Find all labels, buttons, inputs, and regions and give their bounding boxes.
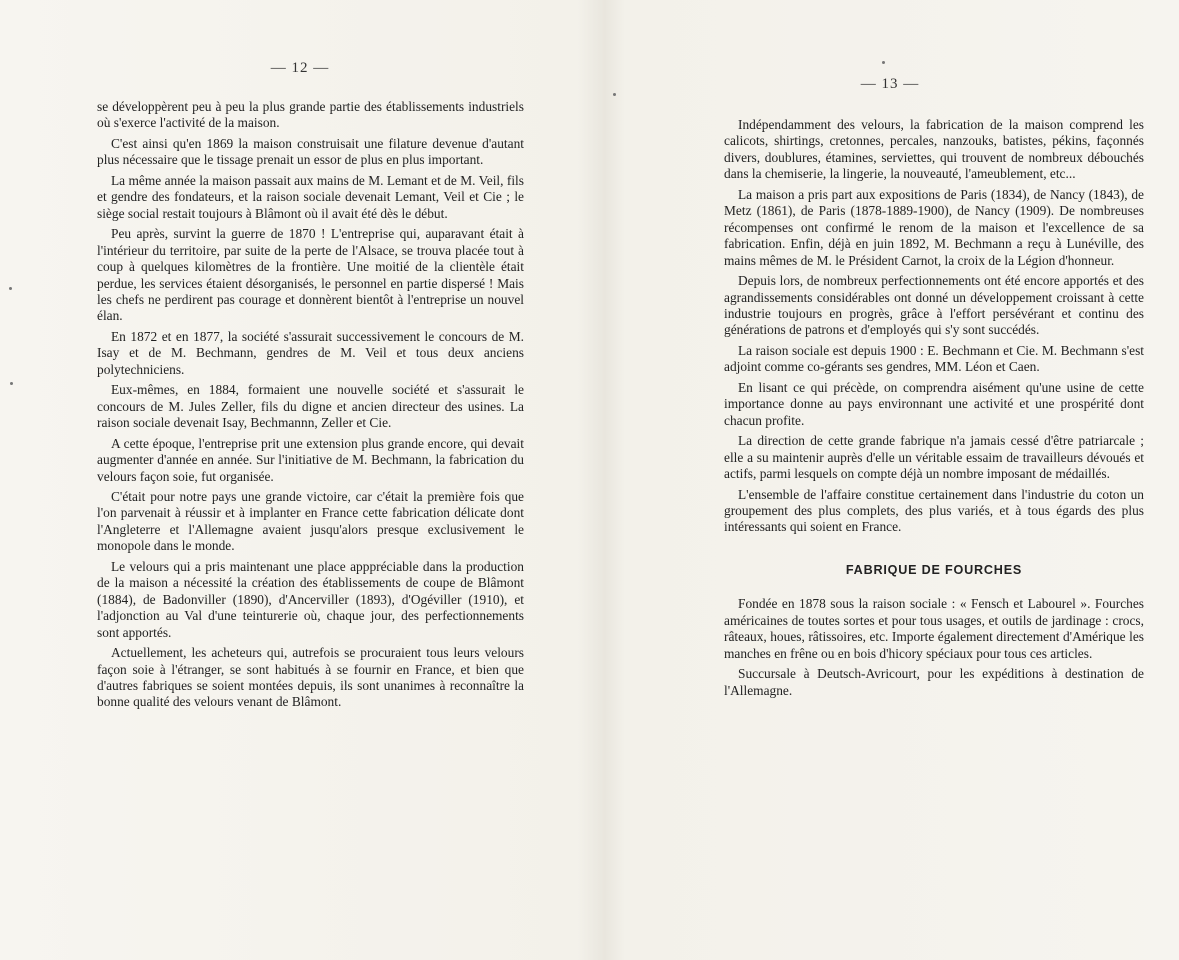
paragraph: La maison a pris part aux expositions de Paris (1834), de Nancy (1843), de Metz (1861), de Paris (1878-1889-1900), de Nancy (1909). De nombreuses récompenses ont confirmé le renom de la maison et l'excellence de sa fabrication. Enfin, déjà en juin 1892, M. Bechmann a reçu à Lunéville, des mains mêmes de M. le Président Carnot, la croix de la Légion d'honneur. — [724, 186, 1144, 268]
scan-speck — [10, 382, 13, 385]
scan-speck — [9, 287, 12, 290]
page-number-left: — 12 — — [270, 60, 330, 76]
paragraph: Le velours qui a pris maintenant une place apppréciable dans la production de la maison a nécessité la création des établissements de coupe de Blâmont (1884), de Badonviller (1890), d'Ancerviller (1893), d'Ogéviller (1910), et l'adjonction au Val d'une teinturerie où, chaque jour, des perfectionnements sont apportés. — [97, 558, 524, 640]
paragraph: C'est ainsi qu'en 1869 la maison construisait une filature devenue d'autant plus nécessaire que le tissage prenait un essor de plus en plus important. — [97, 135, 524, 168]
paragraph: En lisant ce qui précède, on comprendra aisément qu'une usine de cette importance donne au pays environnant une activité et une prospérité dont chacun profite. — [724, 379, 1144, 428]
paragraph: Peu après, survint la guerre de 1870 ! L'entreprise qui, auparavant était à l'intérieur du territoire, par suite de la perte de l'Alsace, se trouva placée tout à coup à quelques kilomètres de la frontière. Une moitié de la clientèle était perdue, les services étaient désorganisés, le personnel en partie dispersé ! Mais les chefs ne perdirent pas courage et donnèrent bientôt à l'entreprise un nouvel élan. — [97, 226, 524, 324]
paragraph: A cette époque, l'entreprise prit une extension plus grande encore, qui devait augmenter d'année en année. Sur l'initiative de M. Bechmann, la fabrication du velours façon soie, fut organisée. — [97, 435, 524, 484]
scan-speck — [882, 61, 885, 64]
paragraph: Fondée en 1878 sous la raison sociale : « Fensch et Labourel ». Fourches américaines de toutes sortes et pour tous usages, et outils de jardinage : crocs, râteaux, houes, râtissoires, etc. Importe également directement d'Amérique les manches en frêne ou en bois d'hicory spéciaux pour tous ces articles. — [724, 596, 1144, 661]
paragraph: La raison sociale est depuis 1900 : E. Bechmann et Cie. M. Bechmann s'est adjoint comme co-gérants ses gendres, MM. Léon et Caen. — [724, 342, 1144, 375]
section-heading: FABRIQUE DE FOURCHES — [845, 562, 1023, 577]
paragraph: Depuis lors, de nombreux perfectionnements ont été encore apportés et des agrandissements considérables ont donné un développement croissant à cette industrie toujours en progrès, grâce à l'effort persévérant et continu des générations de patrons et d'employés qui s'y sont succédés. — [724, 273, 1144, 338]
page-number-right: — 13 — — [860, 76, 920, 92]
paragraph: L'ensemble de l'affaire constitue certainement dans l'industrie du coton un groupement des plus complets, des plus variés, et à tous égards des plus intéressants qui soient en France. — [724, 486, 1144, 535]
right-page — [590, 0, 1179, 960]
paragraph: Eux-mêmes, en 1884, formaient une nouvelle société et s'assurait le concours de M. Jules Zeller, fils du digne et ancien directeur des usines. La raison sociale devenait Isay, Bechmannn, Zeller et Cie. — [97, 382, 524, 431]
left-page-text — [97, 99, 524, 715]
paragraph: Indépendamment des velours, la fabrication de la maison comprend les calicots, shirtings, cretonnes, percales, nanzouks, batistes, pékins, façonnés divers, doublures, étamines, serviettes, qui trouvent de nombreux débouchés dans la chemiserie, la lingerie, la nouveauté, l'ameublement, etc... — [724, 117, 1144, 182]
paragraph: C'était pour notre pays une grande victoire, car c'était la première fois que l'on parvenait à réussir et à implanter en France cette fabrication délicate dont l'Angleterre et l'Allemagne avaient jusqu'alors presque exclusivement le monopole dans le monde. — [97, 488, 524, 554]
paragraph: Succursale à Deutsch-Avricourt, pour les expéditions à destination de l'Allemagne. — [724, 666, 1144, 698]
paragraph: La même année la maison passait aux mains de M. Lemant et de M. Veil, fils et gendre des fondateurs, et la raison sociale devenait Lemant, Veil et Cie ; le siège social restait toujours à Blâmont où il avait été dès le début. — [97, 172, 524, 221]
right-page-text — [724, 117, 1144, 703]
paragraph: Actuellement, les acheteurs qui, autrefois se procuraient tous leurs velours façon soie à l'étranger, se sont habitués à se fournir en France, et bien que d'autres fabriques se soient montées depuis, ils sont unanimes à reconnaître la bonne qualité des velours venant de Blâmont. — [97, 645, 524, 710]
paragraph: En 1872 et en 1877, la société s'assurait successivement le concours de M. Isay et de M. Bechmann, gendres de M. Veil et tous deux anciens polytechniciens. — [97, 328, 524, 377]
paragraph: La direction de cette grande fabrique n'a jamais cessé d'être patriarcale ; elle a su maintenir auprès d'elle un véritable essaim de travailleurs dévoués et actifs, parmi lesquels on compte déjà un nombre imposant de médaillés. — [724, 433, 1144, 482]
scan-speck — [613, 93, 616, 96]
paragraph: se développèrent peu à peu la plus grande partie des établissements industriels où s'exerce l'activité de la maison. — [97, 99, 524, 131]
